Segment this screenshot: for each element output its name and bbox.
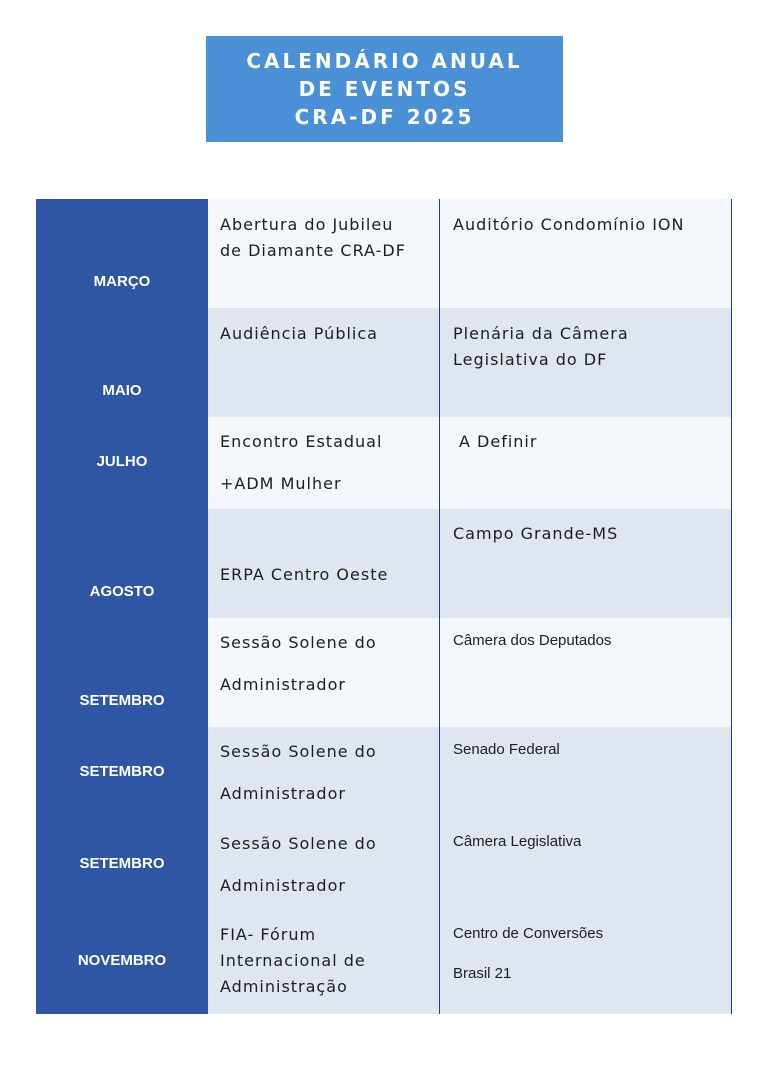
month-label: AGOSTO (89, 583, 155, 600)
event-title-line: Sessão Solene do (220, 834, 377, 853)
title-banner (206, 36, 563, 142)
month-label: MAIO (102, 382, 142, 399)
title-line-3: CRA-DF 2025 (294, 105, 475, 129)
month-cell (36, 618, 208, 727)
event-title-line: Administrador (220, 784, 346, 803)
month-label: JULHO (96, 453, 148, 470)
event-location-line: Auditório Condomínio ION (453, 215, 685, 234)
table-row (36, 618, 732, 727)
event-location-line: Campo Grande-MS (453, 524, 619, 543)
event-title-line: Internacional de (220, 951, 366, 970)
event-location-line: Centro de Conversões (453, 925, 604, 942)
table-row (36, 727, 732, 819)
table-row (36, 509, 732, 618)
event-location-line: Senado Federal (453, 741, 560, 758)
event-title-line: de Diamante CRA-DF (220, 241, 406, 260)
event-title-line: Abertura do Jubileu (220, 215, 394, 234)
event-title-line: Audiência Pública (220, 324, 378, 343)
month-label: MARÇO (93, 273, 151, 290)
month-label: NOVEMBRO (77, 952, 167, 969)
column-divider (439, 199, 440, 1014)
event-title-line: Administrador (220, 675, 346, 694)
table-row (36, 417, 732, 509)
table-row (36, 199, 732, 308)
month-cell (36, 308, 208, 417)
table-row (36, 308, 732, 417)
event-title-line: Administrador (220, 876, 346, 895)
month-label: SETEMBRO (79, 692, 165, 709)
event-location-line: Plenária da Câmera (453, 324, 629, 343)
event-location-line: Câmera dos Deputados (453, 632, 612, 649)
event-title-line: ERPA Centro Oeste (220, 565, 389, 584)
event-title-line: Sessão Solene do (220, 633, 377, 652)
table-row (36, 911, 732, 1014)
month-label: SETEMBRO (79, 855, 165, 872)
event-title-line: FIA- Fórum (220, 925, 317, 944)
event-location-line: Legislativa do DF (453, 350, 608, 369)
month-cell (36, 199, 208, 308)
table-right-border (731, 199, 732, 1014)
event-title-line: Sessão Solene do (220, 742, 377, 761)
events-table (36, 199, 732, 1014)
event-location-line: A Definir (459, 432, 538, 451)
month-label: SETEMBRO (79, 763, 165, 780)
event-cell (208, 417, 732, 509)
title-line-2: DE EVENTOS (298, 77, 471, 101)
event-title-line: +ADM Mulher (220, 474, 342, 493)
table-row (36, 819, 732, 911)
month-cell (36, 509, 208, 618)
title-line-1: CALENDÁRIO ANUAL (246, 49, 523, 73)
event-location-line: Câmera Legislativa (453, 833, 582, 850)
event-title-line: Encontro Estadual (220, 432, 383, 451)
event-title-line: Administração (220, 977, 348, 996)
event-location-line: Brasil 21 (453, 965, 512, 982)
